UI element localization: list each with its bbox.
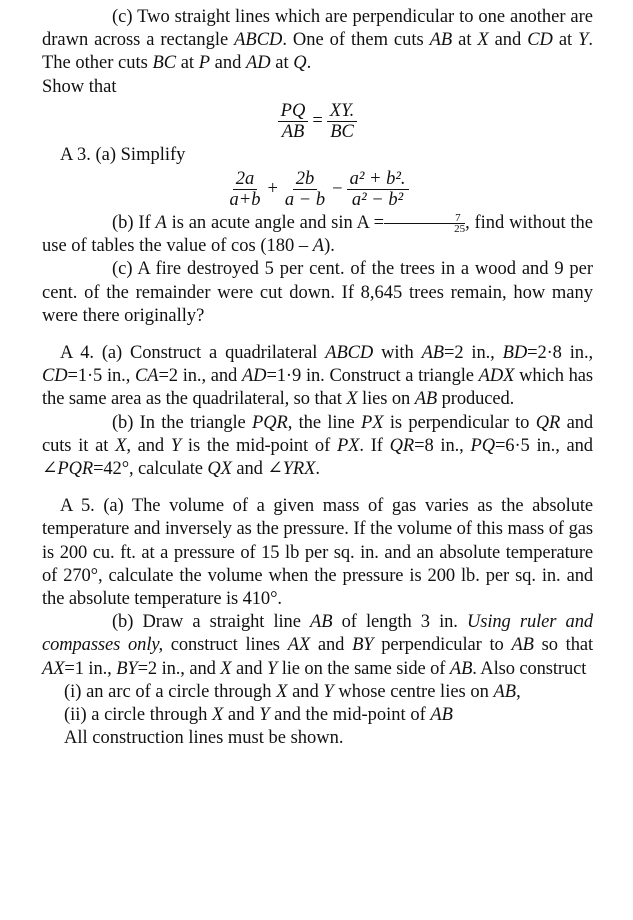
construction-note: All construction lines must be shown. — [64, 728, 344, 749]
fraction-2b: $\frac{2b}{a - b}$ — [284, 169, 326, 211]
fraction-pq-ab: $\frac{PQ}{AB}$ — [278, 101, 309, 142]
fraction-xy-bc: $\frac{XY.}{BC}$ — [327, 101, 358, 142]
question-4b: (b) In the triangle PQR, the line PX is perpendicular to QR and cuts it at X, and Y is the mid-point of PX. If QR=8 in., PQ=6·5 in., and ∠PQR=42°, calculate QX and ∠YRX. — [42, 412, 594, 480]
question-3a: A 3. (a) Simplify — [60, 144, 186, 165]
question-number: A 4. — [60, 343, 102, 364]
fraction-2a: $\frac{2a}{a+b}$ — [229, 169, 261, 211]
question-number: A 3. — [60, 144, 96, 165]
question-3c: (c) A fire destroyed 5 per cent. of the trees in a wood and 9 per cent. of the remainder were cut down. If 8,645 trees remain, how many were there originally? — [42, 259, 593, 326]
fraction-7-25: $\frac{7}{25}$ — [384, 213, 465, 234]
part-label: (c) — [112, 7, 133, 27]
question-number: A 5. — [60, 496, 104, 517]
equation-pq-ab: $\frac{PQ}{AB}$ = $\frac{XY.}{BC}$ — [42, 101, 593, 142]
equation-simplify: $\frac{2a}{a+b}$ + $\frac{2b}{a - b}$ − $\frac{\text{a² + b².}}{\text{a² − b²}}$ — [42, 169, 593, 210]
fraction-squares: $\frac{\text{a² + b².}}{\text{a² − b²}}$ — [347, 169, 409, 210]
question-3b: (b) If A is an acute angle and sin A = $\frac{7}{25}$ , find without the use of tables the value of cos (180 – A). — [42, 212, 593, 257]
question-5b-ii: (ii) a circle through X and Y and the mid-point of AB — [64, 705, 453, 726]
show-that-line: Show that — [42, 76, 117, 97]
question-5b-i: (i) an arc of a circle through X and Y whose centre lies on AB, — [64, 681, 521, 702]
question-2c: (c) Two straight lines which are perpendicular to one another are drawn across a rectangle ABCD. One of them cuts AB at X and CD at Y. The other cuts BC at P and AD at Q. — [42, 7, 594, 74]
question-5b: (b) Draw a straight line AB of length 3 in. Using ruler and compasses only, construct lines AX and BY perpendicular to AB so that AX=1 in., BY=2 in., and X and Y lie on the same side of AB. Also construct — [42, 612, 594, 679]
question-5a: A 5. (a) The volume of a given mass of gas varies as the absolute temperature and inversely as the pressure. If the volume of this mass of gas is 200 cu. ft. at a pressure of 15 lb per sq. in. and an absolute temperature of 270°, calculate the volume when the pressure is 200 lb. per sq. in. and the absolute temperature is 410°. — [42, 496, 594, 610]
question-4a: A 4. (a) Construct a quadrilateral ABCD with AB=2 in., BD=2·8 in., CD=1·5 in., CA=2 in., and AD=1·9 in. Construct a triangle ADX which has the same area as the quadrilateral, so that X lies on AB produced. — [42, 343, 594, 410]
